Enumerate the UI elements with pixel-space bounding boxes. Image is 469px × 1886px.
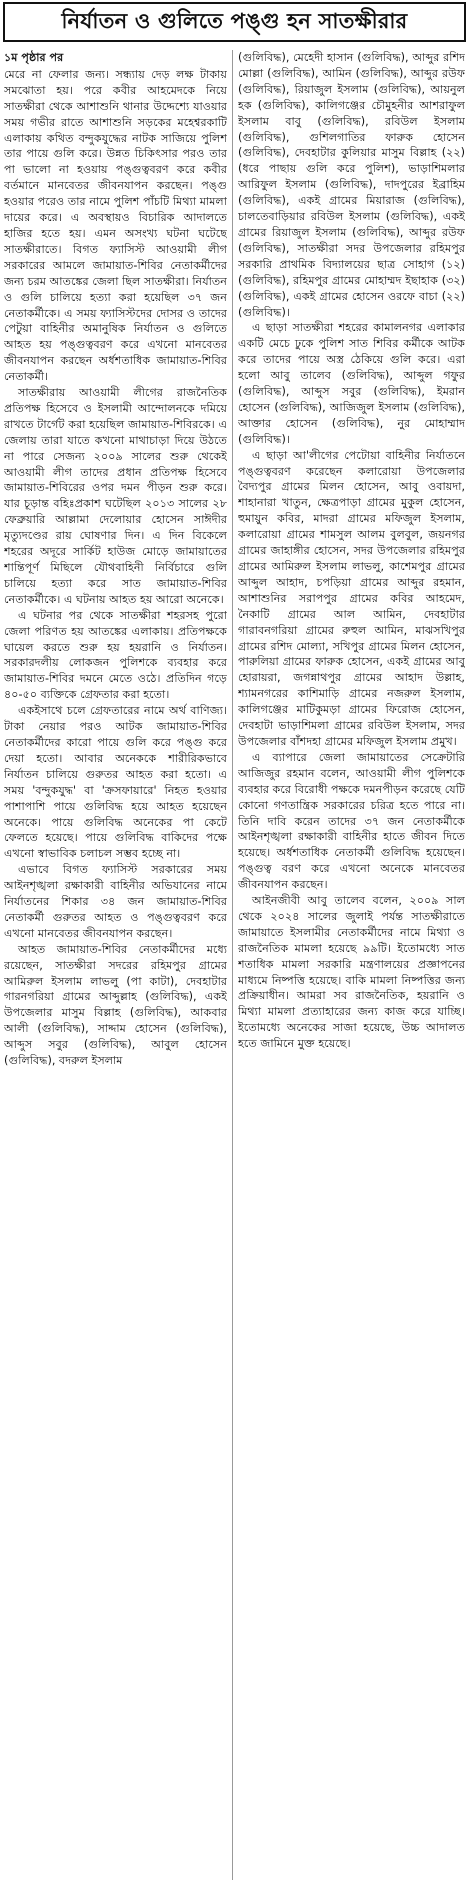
headline-box (3, 2, 466, 42)
paragraph: (গুলিবিদ্ধ), মেহেদী হাসান (গুলিবিদ্ধ), আব্দুর রশিদ মোল্লা (গুলিবিদ্ধ), আমিন (গুলিবিদ্ধ), আব্দুর রউফ (গুলিবিদ্ধ), রিয়াজুল ইসলাম (গুলিবিদ্ধ), আয়নুল হক (গুলিবিদ্ধ), কালিগঞ্জের চৌমুহনীর আশরাফুল ইসলাম বাবু (গুলিবিদ্ধ), রবিউল ইসলাম (গুলিবিদ্ধ), গুশিলগাতির ফারুক হোসেন (গুলিবিদ্ধ), দেবহাটার কুলিয়ার মাসুম বিল্লাহ (২২) (ধরে পাছায় গুলি করে পুলিশ), ভাড়াশিমলার আরিফুল ইসলাম (গুলিবিদ্ধ), দাদপুরের ইব্রাহিম (গুলিবিদ্ধ), একই গ্রামের মিয়ারাজ (গুলিবিদ্ধ), চালতেবাড়িয়ার রবিউল ইসলাম (গুলিবিদ্ধ), একই গ্রামের রিয়াজুল ইসলাম (গুলিবিদ্ধ), আব্দুর রউফ (গুলিবিদ্ধ), সাতক্ষীরা সদর উপজেলার রহিমপুর সরকারি প্রাথমিক বিদ্যালয়ের ছাত্র সোহাগ (১২) (গুলিবিদ্ধ), রহিমপুর গ্রামের মোহাম্মদ ইছাহাক (৩২) (গুলিবিদ্ধ), একই গ্রামের হোসেন ওরফে বাচা (২২) (গুলিবিদ্ধ)। (238, 51, 465, 319)
paragraph: এ ব্যাপারে জেলা জামায়াতের সেক্রেটারি আজিজুর রহমান বলেন, আওয়ামী লীগ পুলিশকে ব্যবহার করে বিরোধী পক্ষকে দমনপীড়ন করেছে যেটি কোনো গণতান্ত্রিক সরকারের চরিত্র হতে পারে না। তিনি দাবি করেন তাদের ৩৭ জন নেতাকর্মীকে আইনশৃঙ্খলা রক্ষাকারী বাহিনীর হাতে জীবন দিতে হয়েছে। অর্ধশতাধিক নেতাকর্মী গুলিবিদ্ধ হয়েছেন। পঙ্গুত্ব বরণ করে এখনো অনেকে মানবেতর জীবনযাপন করছেন। (238, 750, 465, 892)
paragraph: এ ঘটনার পর থেকে সাতক্ষীরা শহরসহ পুরো জেলা পরিণত হয় আতঙ্কের এলাকায়। প্রতিপক্ষকে ঘায়েল করতে শুরু হয় হয়রানি ও নির্যাতন। সরকারদলীয় লোকজন পুলিশকে ব্যবহার করে জামায়াত-শিবির দমনে মেতে ওঠে। প্রতিদিন গড়ে ৪০-৫০ ব্যক্তিকে গ্রেফতার করা হতো। (4, 608, 227, 702)
paragraph: এভাবে বিগত ফ্যাসিস্ট সরকারের সময় আইনশৃঙ্খলা রক্ষাকারী বাহিনীর অভিযানের নামে নির্যাতনের শিকার ৩৪ জন জামায়াত-শিবির নেতাকর্মী গুরুতর আহত ও পঙ্গুত্ববরণ করে এখনো মানবেতর জীবনযাপন করছেন। (4, 863, 227, 940)
paragraph: এ ছাড়া সাতক্ষীরা শহরের কামালনগর এলাকার একটি মেচে ঢুকে পুলিশ সাত শিবির কর্মীকে আটক করে তাদের পায়ে অস্ত্র ঠেকিয়ে গুলি করে। এরা হলো আবু তালেব (গুলিবিদ্ধ), আব্দুল গফুর (গুলিবিদ্ধ), আব্দুস সবুর (গুলিবিদ্ধ), ইমরান হোসেন (গুলিবিদ্ধ), আজিজুল ইসলাম (গুলিবিদ্ধ), আক্তার হোসেন (গুলিবিদ্ধ), নুর মোহাম্মাদ (গুলিবিদ্ধ)। (238, 321, 465, 446)
column-divider (232, 50, 233, 1880)
paragraph: একইসাথে চলে গ্রেফতারের নামে অর্থ বাণিজ্য। টাকা নেয়ার পরও আটক জামায়াত-শিবির নেতাকর্মীদের কারো পায়ে গুলি করে পঙ্গু করে দেয়া হতো। আবার অনেককে শারীরিকভাবে নির্যাতন চালিয়ে গুরুতর আহত করা হতো। এ সময় 'বন্দুকযুদ্ধ' বা 'ক্রসফায়ারে' নিহত হওয়ার পাশাপাশি পায়ে গুলিবিদ্ধ হয়ে আহত হয়েছেন অনেকে। পায়ে গুলিবিদ্ধ অনেকের পা কেটে ফেলতে হয়েছে। পায়ে গুলিবিদ্ধ বাকিদের পক্ষে এখনো স্বাভাবিক চলাচল সম্ভব হচ্ছে না। (4, 704, 227, 861)
headline: নির্যাতন ও গুলিতে পঙ্গু হন সাতক্ষীরার (61, 8, 408, 33)
paragraph: সাতক্ষীরায় আওয়ামী লীগের রাজনৈতিক প্রতিপক্ষ হিসেবে ও ইসলামী আন্দোলনকে দমিয়ে রাখতে টার্গেট করা হয়েছিল জামায়াত-শিবিরকে। এ জেলায় তারা যাতে কখনো মাথাচাড়া দিয়ে উঠতে না পারে সেজন্য ২০০৯ সালের শুরু থেকেই আওয়ামী লীগ তাদের প্রধান প্রতিপক্ষ হিসেবে জামায়াত-শিবিরের ওপর দমন পীড়ন শুরু করে। যার চূড়ান্ত বহিঃপ্রকাশ ঘটেছিল ২০১৩ সালের ২৮ ফেব্রুয়ারি আল্লামা দেলোয়ার হোসেন সাঈদীর মৃত্যুদণ্ডের রায় ঘোষণার দিন। এ দিন বিকেলে শহরের অদূরে সার্কিট হাউজ মোড়ে জামায়াতের শান্তিপূর্ণ মিছিলে যৌথবাহিনী নির্বিচারে গুলি চালিয়ে হত্যা করে সাত জামায়াত-শিবির নেতাকর্মীকে। এ ঘটনায় আহত হয় আরো অনেকে। (4, 386, 227, 606)
paragraph: আহত জামায়াত-শিবির নেতাকর্মীদের মধ্যে রয়েছেন, সাতক্ষীরা সদরের রহিমপুর গ্রামের আমিরুল ইসলাম লাভলু (পা কাটা), দেবহাটার গারনগরিয়া গ্রামের আব্দুল্লাহ (গুলিবিদ্ধ), একই উপজেলার মাসুম বিল্লাহ (গুলিবিদ্ধ), আকবার আলী (গুলিবিদ্ধ), সাদ্দাম হোসেন (গুলিবিদ্ধ), আব্দুস সবুর (গুলিবিদ্ধ), আবুল হোসেন (গুলিবিদ্ধ), বদরুল ইসলাম (4, 942, 227, 1068)
continued-from-label: ১ম পৃষ্ঠার পর (4, 51, 64, 64)
paragraph: আইনজীবী আবু তালেব বলেন, ২০০৯ সাল থেকে ২০২৪ সালের জুলাই পর্যন্ত সাতক্ষীরাতে জামায়াতে ইসলামীর নেতাকর্মীদের নামে মিথ্যা ও রাজনৈতিক মামলা হয়েছে ৯৯টি। ইতোমধ্যে সাত শতাধিক মামলা সরকারি মন্ত্রণালয়ের প্রজ্ঞাপনের মাধ্যমে নিষ্পত্তি হয়েছে। বাকি মামলা নিষ্পত্তির জন্য প্রক্রিয়াধীন। আমরা সব রাজনৈতিক, হয়রানি ও মিথ্যা মামলা প্রত্যাহারের জন্য কাজ করে যাচ্ছি। ইতোমধ্যে অনেকের সাজা হয়েছে, উচ্চ আদালত হতে জামিনে মুক্ত হয়েছে। (238, 894, 465, 1051)
left-column (4, 50, 227, 1880)
paragraph: এ ছাড়া আ'লীগের পেটোয়া বাহিনীর নির্যাতনে পঙ্গুত্ববরণ করেছেন কলারোয়া উপজেলার বৈদ্যপুর গ্রামের মিলন হোসেন, আবু ওবায়দা, শাহানারা খাতুন, ক্ষেত্রপাড়া গ্রামের মুকুল হোসেন, হুমায়ুন কবির, মাদরা গ্রামের মফিজুল ইসলাম, কলারোয়া গ্রামের শামসুল আলম বুলবুল, জয়নগর গ্রামের জাহাঙ্গীর হোসেন, সদর উপজেলার রহিমপুর গ্রামের আমিরুল ইসলাম লাভলু, কাশেমপুর গ্রামের আব্দুল আহাদ, চপড়িয়া গ্রামের আব্দুর রহমান, আশাশুনির সরাপপুর গ্রামের কবির আহমেদ, নৈকাটি গ্রামের আল আমিন, দেবহাটার গারাবনগরিয়া গ্রামের রুহুল আমিন, মাঝসখিপুর গ্রামের রশিদ মোল্যা, সখিপুর গ্রামের মিলন হোসেন, পারুলিয়া গ্রামের ফারুক হোসেন, একই গ্রামের আবু হোরায়রা, জগন্নাথপুর গ্রামের আহাদ উল্লাহ, শ্যামনগরের কাশিমাড়ি গ্রামের নজরুল ইসলাম, কালিগঞ্জের মাটিকুমড়া গ্রামের ফিরোজ হোসেন, দেবহাটা ভাড়াশিমলা গ্রামের রবিউল ইসলাম, সদর উপজেলার বাঁশদহা গ্রামের মফিজুল ইসলাম প্রমুখ। (238, 448, 465, 748)
right-column (238, 50, 465, 1880)
paragraph: মেরে না ফেলার জন্য। সন্ধ্যায় দেড় লক্ষ টাকায় সমঝোতা হয়। পরে কবীর আহমেদকে নিয়ে সাতক্ষীরা থেকে আশাশুনি থানার উদ্দেশ্যে যাওয়ার সময় গভীর রাতে আশাশুনি সড়কের মহেশ্বরকাটি এলাকায় কথিত বন্দুকযুদ্ধের নাটক সাজিয়ে পুলিশ তার পায়ে গুলি করে। উন্নত চিকিৎসার পরও তার পা ভালো না হওয়ায় পঙ্গুত্ববরণ করে কবীর বর্তমানে মানবেতর জীবনযাপন করছেন। পঙ্গু হওয়ার পরেও তার নামে পুলিশ পাঁচটি মিথ্যা মামলা দায়ের করে। এ অবস্থায়ও বিচারিক আদালতে হাজির হতে হয়। এমন অসংখ্য ঘটনা ঘটেছে সাতক্ষীরাতে। বিগত ফ্যাসিস্ট আওয়ামী লীগ সরকারের আমলে জামায়াত-শিবির নেতাকর্মীদের জন্য চরম আতঙ্কের জেলা ছিল সাতক্ষীরা। নির্যাতন ও গুলি চালিয়ে হত্যা করা হয়েছিল ৩৭ জন নেতাকর্মীকে। এ সময় ফ্যাসিস্টদের দোসর ও তাদের পেটুয়া বাহিনীর অমানুষিক নির্যাতন ও গুলিতে আহত হয় পঙ্গুত্ববরণ করে এখনো মানবেতর জীবনযাপন করছেন অর্ধশতাধিক জামায়াত-শিবির নেতাকর্মী। (4, 67, 227, 384)
